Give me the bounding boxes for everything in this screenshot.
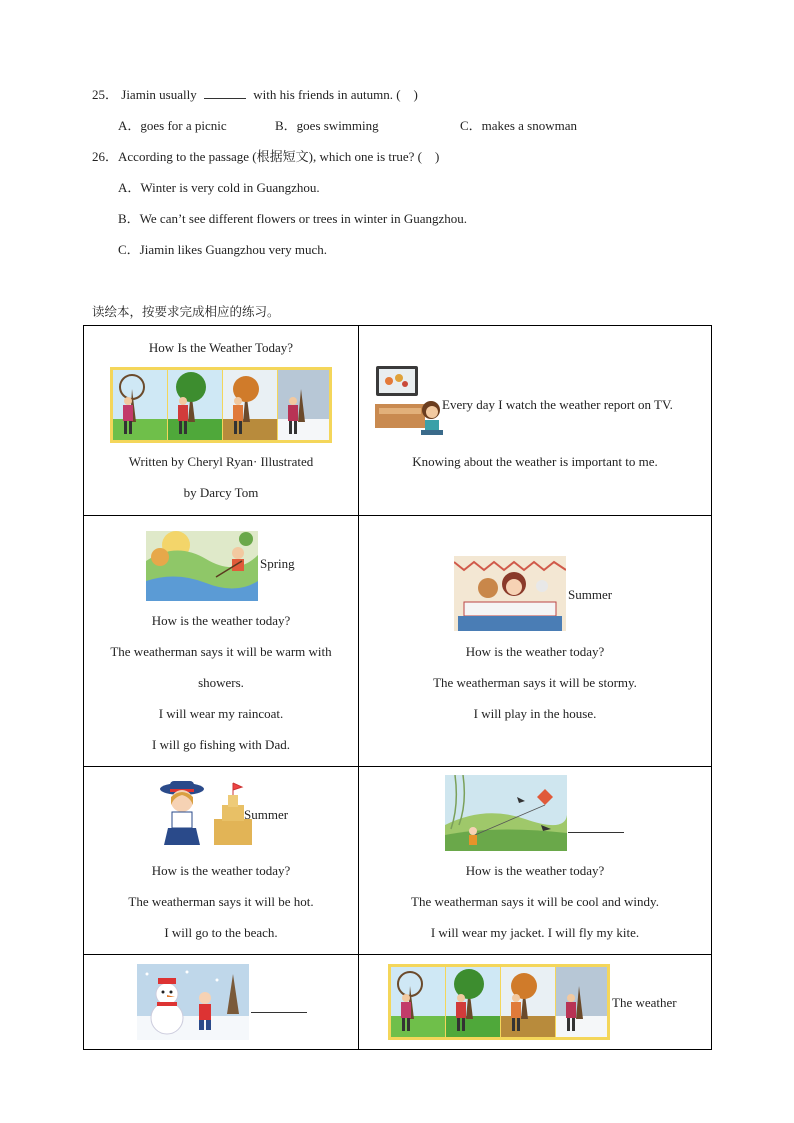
- question-26-option-a[interactable]: [118, 177, 320, 196]
- question-26-stem: [92, 146, 439, 165]
- stem-text: with his friends in autumn. ( ): [253, 87, 418, 102]
- stem-text: According to the passage (根据短文), which one is true? ( ): [118, 149, 440, 164]
- book-credit-line-1: Written by Cheryl Ryan· Illustrated: [128, 454, 314, 469]
- option-text: We can’t see different flowers or trees in winter in Guangzhou.: [139, 211, 468, 226]
- summer-storm-line-2: The weatherman says it will be stormy.: [433, 675, 637, 690]
- summer-storm-season-label: Summer: [568, 587, 613, 602]
- option-text: goes for a picnic: [140, 118, 227, 133]
- option-letter: A．: [118, 180, 141, 195]
- option-letter: C．: [118, 242, 140, 257]
- question-number: 25．: [92, 87, 119, 102]
- book-credit-line-2: by Darcy Tom: [183, 485, 259, 500]
- winter-snowman-picture: [137, 964, 249, 1040]
- summer-hot-line-3: I will go to the beach.: [164, 925, 278, 940]
- winter-season-blank[interactable]: [251, 1001, 307, 1017]
- stem-text: Jiamin usually: [121, 87, 197, 102]
- autumn-season-blank[interactable]: [568, 821, 624, 837]
- spring-season-label: Spring: [260, 556, 295, 571]
- question-number: 26．: [92, 149, 119, 164]
- spring-line-2: The weatherman says it will be warm with: [110, 644, 332, 659]
- winter-cell: [84, 955, 359, 1050]
- section-title: 读绘本，按要求完成相应的练习。: [92, 304, 280, 319]
- intro-line-2: Knowing about the weather is important to me.: [412, 454, 658, 469]
- summer-reading-picture: [454, 556, 566, 631]
- ending-text: The weather: [612, 995, 677, 1010]
- summer-hot-line-1: How is the weather today?: [151, 863, 291, 878]
- option-text: Winter is very cold in Guangzhou.: [140, 180, 320, 195]
- summer-hot-line-2: The weatherman says it will be hot.: [128, 894, 314, 909]
- book-title: How Is the Weather Today?: [148, 340, 294, 355]
- option-letter: B．: [118, 211, 140, 226]
- option-letter: C．: [460, 118, 482, 133]
- ending-cell: [359, 955, 712, 1050]
- option-letter: A．: [118, 118, 141, 133]
- cover-cell: [84, 326, 359, 516]
- option-text: goes swimming: [296, 118, 379, 133]
- spring-line-4: I will wear my raincoat.: [158, 706, 284, 721]
- question-25-option-a[interactable]: [118, 115, 227, 134]
- intro-cell: [359, 326, 712, 516]
- question-25-option-c[interactable]: [460, 115, 577, 134]
- autumn-line-2: The weatherman says it will be cool and windy.: [411, 894, 659, 909]
- summer-hot-cell: [84, 767, 359, 955]
- option-letter: B．: [275, 118, 297, 133]
- option-text: makes a snowman: [481, 118, 577, 133]
- picture-book-table: [83, 325, 712, 1050]
- summer-hot-season-label: Summer: [244, 807, 289, 822]
- spring-fishing-picture: [146, 531, 258, 601]
- question-26-option-c[interactable]: [118, 239, 327, 258]
- answer-blank[interactable]: [204, 88, 246, 99]
- spring-line-5: I will go fishing with Dad.: [152, 737, 290, 752]
- spring-cell: [84, 516, 359, 767]
- spring-line-1: How is the weather today?: [151, 613, 291, 628]
- summer-storm-cell: [359, 516, 712, 767]
- four-seasons-picture-ending: [388, 964, 610, 1040]
- autumn-cell: [359, 767, 712, 955]
- autumn-line-3: I will wear my jacket. I will fly my kite.: [430, 925, 640, 940]
- spring-line-3: showers.: [198, 675, 244, 690]
- intro-line-1: Every day I watch the weather report on TV.: [442, 397, 673, 412]
- four-seasons-picture: [110, 367, 332, 443]
- autumn-kite-picture: [445, 775, 567, 851]
- option-text: Jiamin likes Guangzhou very much.: [139, 242, 328, 257]
- autumn-line-1: How is the weather today?: [465, 863, 605, 878]
- summer-storm-line-1: How is the weather today?: [465, 644, 605, 659]
- question-25-stem: [92, 84, 418, 103]
- question-26-option-b[interactable]: [118, 208, 467, 227]
- girl-watching-tv-picture: [375, 364, 447, 440]
- summer-storm-line-3: I will play in the house.: [473, 706, 597, 721]
- question-25-option-b[interactable]: [275, 115, 379, 134]
